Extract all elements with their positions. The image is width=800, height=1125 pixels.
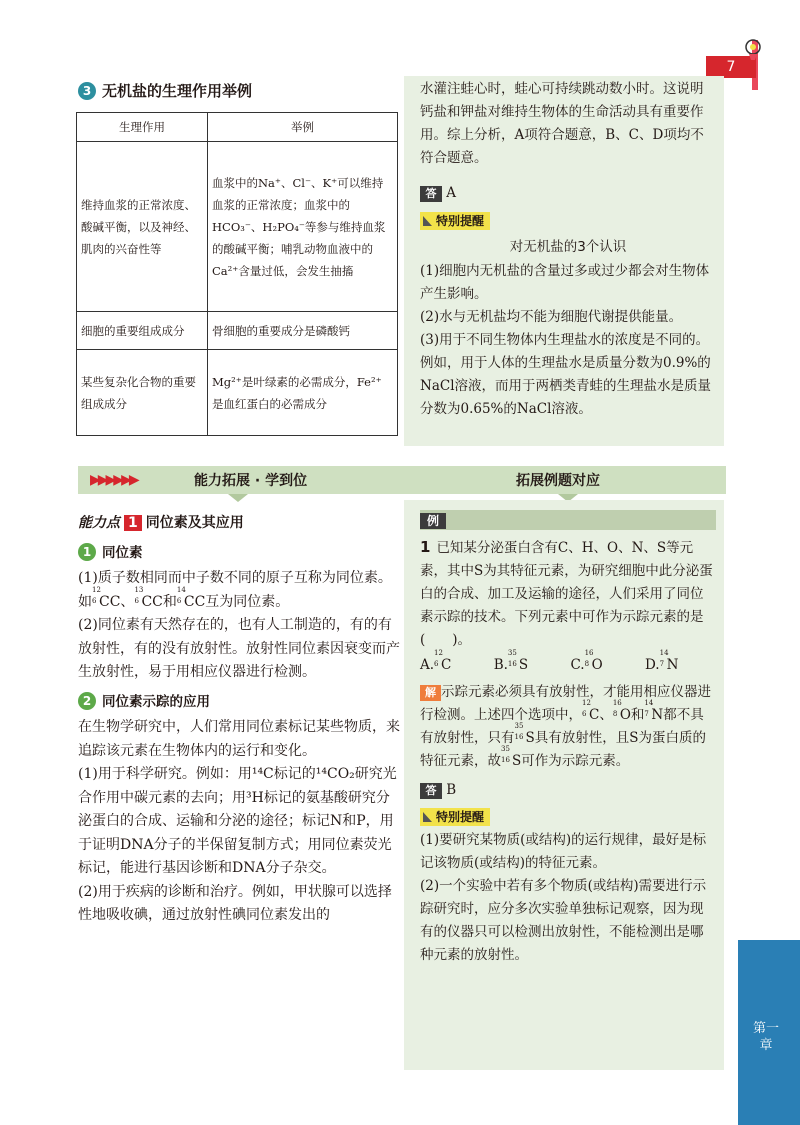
tip-item: (3)用于不同生物体内生理盐水的浓度是不同的。例如，用于人体的生理盐水是质量分数为0.9%的NaCl溶液，而用于两栖类青蛙的生理盐水是质量分数为0.65%的NaCl溶液。 xyxy=(420,332,712,417)
example-answer: 答 B xyxy=(420,779,716,802)
section-number: 3 xyxy=(78,82,96,100)
banner-right xyxy=(408,466,726,494)
salt-table xyxy=(76,112,398,436)
paragraph: 在生物学研究中，人们常用同位素标记某些物质，来追踪该元素在生物体内的运行和变化。 xyxy=(78,719,400,759)
table-cell: Mg²⁺是叶绿素的必需成分，Fe²⁺是血红蛋白的必需成分 xyxy=(208,350,398,436)
left-column xyxy=(78,512,400,928)
table-cell: 某些复杂化合物的重要组成成分 xyxy=(77,350,208,436)
answer-tag: 答 xyxy=(420,186,442,202)
example-panel xyxy=(404,500,724,1070)
explanation-text: 水灌注蛙心时，蛙心可持续跳动数小时。这说明钙盐和钾盐对维持生物体的生命活动具有重要作用。综上分析，A项符合题意，B、C、D项均不符合题意。 xyxy=(420,81,704,166)
banner-left-text: 能力拓展 · 学到位 xyxy=(194,473,308,489)
paragraph: (2)用于疾病的诊断和治疗。例如，甲状腺可以选择性地吸收碘，通过放射性碘同位素发出的 xyxy=(78,883,392,923)
table-cell: 维持血浆的正常浓度、酸碱平衡，以及神经、肌肉的兴奋性等 xyxy=(77,142,208,312)
answer-value: A xyxy=(446,185,457,201)
paragraph: (1)质子数相同而中子数不同的原子互称为同位素。如 12 6 CC、 13 6 CC和 14 6 CC互为同位素。 xyxy=(78,570,392,610)
chapter-label: 第一章 xyxy=(752,1021,779,1053)
tip-item: (2)水与无机盐均不能为细胞代谢提供能量。 xyxy=(420,309,683,325)
explanation-panel xyxy=(404,76,724,446)
banner-right-text: 拓展例题对应 xyxy=(516,473,600,489)
point-heading: 能力点 1 同位素及其应用 xyxy=(78,515,244,531)
banner-left xyxy=(78,466,408,494)
lamp-icon xyxy=(740,38,766,66)
example-tag: 例 xyxy=(420,513,446,529)
table-header: 举例 xyxy=(208,113,398,142)
banner-arrow-icon xyxy=(228,494,248,502)
example-solution: 解 示踪元素必须具有放射性，才能用相应仪器进行检测。上述四个选项中， 12 6 C、 16 8 O和 14 7 N都不具有放射性，只有 35 16 S具有放射性，且S为蛋白质的特征元素，故 35 16 S可作为示踪元素。 xyxy=(420,684,711,769)
table-cell: 血浆中的Na⁺、Cl⁻、K⁺可以维持血浆的正常浓度；血浆中的HCO₃⁻、H₂PO₄⁻等参与维持血浆的酸碱平衡；哺乳动物血液中的Ca²⁺含量过低，会发生抽搐 xyxy=(208,142,398,312)
table-cell: 骨细胞的重要成分是磷酸钙 xyxy=(208,312,398,350)
tip-item: (1)要研究某物质(或结构)的运行规律，最好是标记该物质(或结构)的特征元素。 xyxy=(420,832,707,871)
page-number: 7 xyxy=(706,56,756,78)
tip-item: (2)一个实验中若有多个物质(或结构)需要进行示踪研究时，应分多次实验单独标记观察，因为现有的仪器只可以检测出放射性，不能检测出是哪种元素的放射性。 xyxy=(420,878,707,963)
section-title: 3 无机盐的生理作用举例 xyxy=(78,80,252,101)
tip-list xyxy=(420,260,716,421)
tip-item: (1)细胞内无机盐的含量过多或过少都会对生物体产生影响。 xyxy=(420,263,710,302)
paragraph: (1)用于科学研究。例如：用¹⁴C标记的¹⁴CO₂研究光合作用中碳元素的去向；用³H标记的氨基酸研究分泌蛋白的合成、运输和分泌的途径；标记N和P，用于证明DNA分子的半保留复制方式；用同位素荧光标记，能进行基因诊断和DNA分子杂交。 xyxy=(78,766,397,876)
solution-tag: 解 xyxy=(420,685,441,701)
example-question: 1 已知某分泌蛋白含有C、H、O、N、S等元素，其中S为其特征元素，为研究细胞中此分泌蛋白的合成、加工及运输的途径，人们采用了同位素示踪的技术。下列元素中可作为示踪元素的是( )。 xyxy=(420,538,713,648)
subsection-heading: 2 同位素示踪的应用 xyxy=(78,691,400,715)
tip-tag: 特别提醒 xyxy=(420,808,490,826)
subsection-heading: 1 同位素 xyxy=(78,542,400,566)
example-header xyxy=(420,510,716,530)
table-cell: 细胞的重要组成成分 xyxy=(77,312,208,350)
example-options: A. 12 6 C B. 35 16 S C. 16 8 O D. 14 7 N xyxy=(420,649,679,673)
table-header: 生理作用 xyxy=(77,113,208,142)
tip-title: 对无机盐的3个认识 xyxy=(509,239,627,255)
paragraph: (2)同位素有天然存在的，也有人工制造的，有的有放射性，有的没有放射性。放射性同位素因衰变而产生放射性，易于用相应仪器进行检测。 xyxy=(78,617,400,680)
tip-tag: 特别提醒 xyxy=(420,212,490,230)
arrow-decor-icon: ▶▶▶▶▶▶ xyxy=(90,472,137,488)
